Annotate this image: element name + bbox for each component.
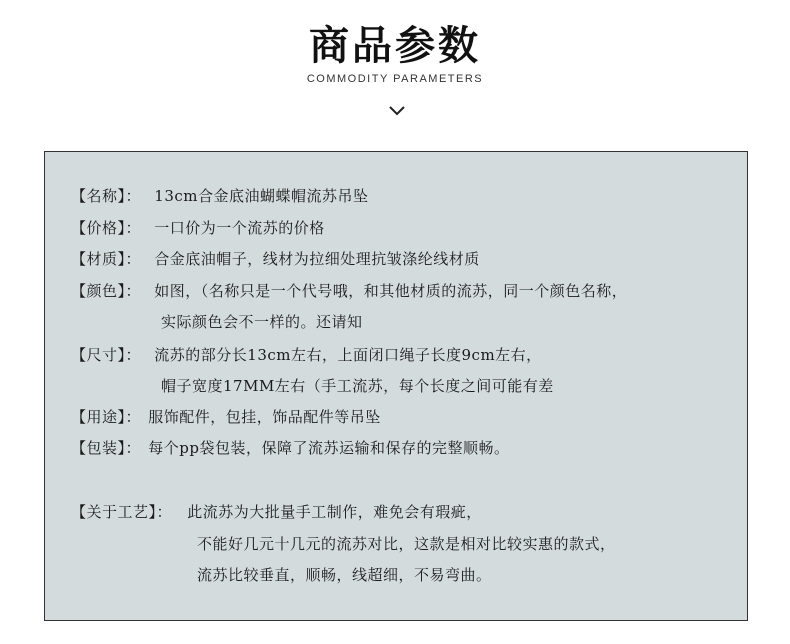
param-value-price: 一口价为一个流苏的价格 bbox=[154, 219, 325, 237]
param-label-price: 【价格】： bbox=[71, 219, 142, 237]
param-row-size bbox=[71, 345, 542, 365]
param-label-material: 【材质】： bbox=[71, 250, 142, 268]
param-label-name: 【名称】： bbox=[71, 187, 142, 205]
param-label-craft: 【关于工艺】： bbox=[71, 503, 173, 521]
param-label-usage: 【用途】： bbox=[71, 408, 142, 426]
param-label-color: 【颜色】： bbox=[71, 282, 142, 300]
param-value-size: 流苏的部分长13cm左右，上面闭口绳子长度9cm左右， bbox=[154, 346, 542, 364]
param-value-craft-line3: 流苏比较垂直，顺畅，线超细，不易弯曲。 bbox=[197, 566, 492, 584]
parameters-panel bbox=[44, 151, 748, 621]
param-value-packaging: 每个pp袋包装，保障了流苏运输和保存的完整顺畅。 bbox=[148, 439, 510, 457]
param-row-packaging bbox=[71, 438, 510, 458]
param-value-name: 13cm合金底油蝴蝶帽流苏吊坠 bbox=[154, 187, 369, 205]
param-row-name bbox=[71, 186, 369, 206]
param-row-usage bbox=[71, 407, 381, 427]
param-row-material bbox=[71, 249, 480, 269]
param-value-usage: 服饰配件，包挂，饰品配件等吊坠 bbox=[148, 408, 381, 426]
param-label-size: 【尺寸】： bbox=[71, 346, 142, 364]
param-value-size-line2: 帽子宽度17MM左右（手工流苏，每个长度之间可能有差 bbox=[161, 377, 554, 395]
param-value-color: 如图，（名称只是一个代号哦，和其他材质的流苏，同一个颜色名称， bbox=[154, 282, 628, 300]
param-value-material: 合金底油帽子，线材为拉细处理抗皱涤纶线材质 bbox=[154, 250, 480, 268]
page-title: 商品参数 bbox=[309, 23, 481, 69]
param-value-craft-line2: 不能好几元十几元的流苏对比，这款是相对比较实惠的款式， bbox=[197, 535, 616, 553]
param-value-color-line2: 实际颜色会不一样的。还请知 bbox=[161, 313, 363, 331]
page-subtitle: COMMODITY PARAMETERS bbox=[306, 73, 484, 85]
param-label-packaging: 【包装】： bbox=[71, 439, 142, 457]
param-row-craft bbox=[71, 502, 482, 522]
param-row-price bbox=[71, 218, 325, 238]
param-value-craft: 此流苏为大批量手工制作，难免会有瑕疵， bbox=[187, 503, 482, 521]
param-row-color bbox=[71, 281, 627, 301]
chevron-down-icon bbox=[388, 104, 406, 118]
